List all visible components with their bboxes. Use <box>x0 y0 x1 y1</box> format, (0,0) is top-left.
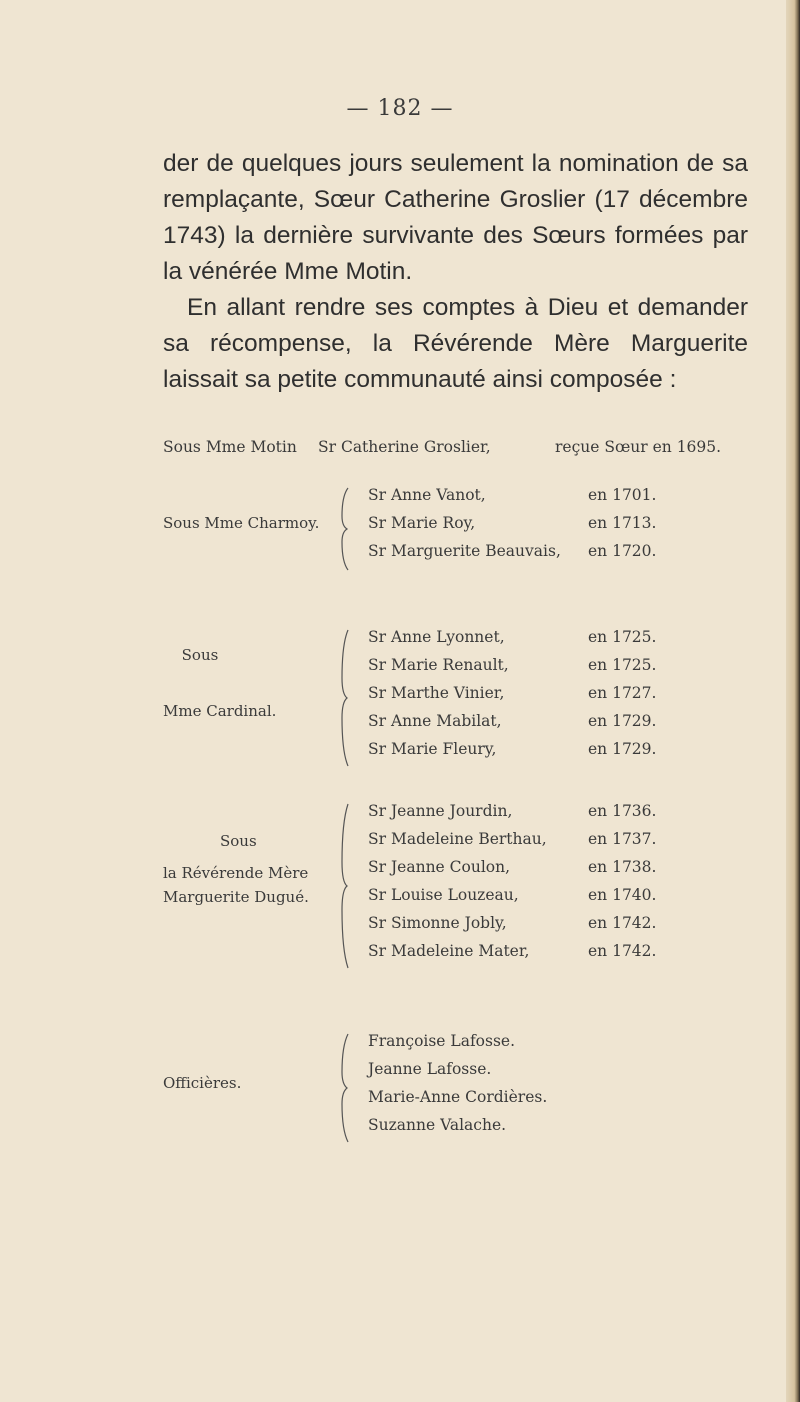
group-2-year-3: en 1740. <box>588 886 657 904</box>
group-3-name-3: Suzanne Valache. <box>368 1116 507 1134</box>
group-0-year-0: en 1701. <box>588 486 657 504</box>
group-2-year-0: en 1736. <box>588 802 657 820</box>
group-brace-charmoy <box>338 486 352 572</box>
group-1-name-3: Sr Anne Mabilat, <box>368 712 502 730</box>
group-2-name-3: Sr Louise Louzeau, <box>368 886 519 904</box>
group-2-name-1: Sr Madeleine Berthau, <box>368 830 547 848</box>
group-3-name-2: Marie-Anne Cordières. <box>368 1088 548 1106</box>
group-label-dugue-line2: la Révérende Mère <box>163 864 309 882</box>
group-brace-cardinal <box>338 628 352 768</box>
group-label-dugue-line3: Marguerite Dugué. <box>163 888 309 906</box>
group-0-name-1: Sr Marie Roy, <box>368 514 476 532</box>
group-1-name-1: Sr Marie Renault, <box>368 656 509 674</box>
group-label-dugue-line1: Sous <box>220 832 257 850</box>
group-1-year-3: en 1729. <box>588 712 657 730</box>
group-0-year-2: en 1720. <box>588 542 657 560</box>
first-row-name: Sr Catherine Groslier, <box>318 438 491 456</box>
group-2-name-2: Sr Jeanne Coulon, <box>368 858 511 876</box>
group-1-year-2: en 1727. <box>588 684 657 702</box>
group-1-name-4: Sr Marie Fleury, <box>368 740 497 758</box>
group-1-name-0: Sr Anne Lyonnet, <box>368 628 505 646</box>
first-row-text: reçue Sœur en 1695. <box>555 438 722 456</box>
page-number: — 182 — <box>346 96 454 121</box>
group-label-charmoy: Sous Mme Charmoy. <box>163 514 320 532</box>
group-2-name-0: Sr Jeanne Jourdin, <box>368 802 513 820</box>
group-1-year-4: en 1729. <box>588 740 657 758</box>
group-label-officieres: Officières. <box>163 1074 242 1092</box>
group-3-name-1: Jeanne Lafosse. <box>368 1060 492 1078</box>
paragraph-2-text: En allant rendre ses comptes à Dieu et demander sa récompense, la Révérende Mère Marguerite laissait sa petite communauté ainsi composée : <box>163 294 748 393</box>
first-row-label: Sous Mme Motin <box>163 438 297 456</box>
group-1-year-0: en 1725. <box>588 628 657 646</box>
page-edge-shadow <box>786 0 800 1402</box>
group-2-year-5: en 1742. <box>588 942 657 960</box>
group-1-year-1: en 1725. <box>588 656 657 674</box>
group-2-name-5: Sr Madeleine Mater, <box>368 942 530 960</box>
group-0-name-0: Sr Anne Vanot, <box>368 486 486 504</box>
group-label-cardinal-line1: Sous <box>181 646 219 664</box>
group-2-year-4: en 1742. <box>588 914 657 932</box>
group-3-name-0: Françoise Lafosse. <box>368 1032 516 1050</box>
group-2-year-1: en 1737. <box>588 830 657 848</box>
group-2-name-4: Sr Simonne Jobly, <box>368 914 507 932</box>
paragraph-1: der de quelques jours seulement la nomination de sa remplaçante, Sœur Catherine Groslier (17 décembre 1743) la dernière survivante des Sœurs formées par la vénérée Mme Motin. <box>163 150 748 285</box>
group-2-year-2: en 1738. <box>588 858 657 876</box>
group-0-year-1: en 1713. <box>588 514 657 532</box>
group-brace-officieres <box>338 1032 352 1144</box>
group-0-name-2: Sr Marguerite Beauvais, <box>368 542 561 560</box>
group-brace-dugue <box>338 802 352 970</box>
group-1-name-2: Sr Marthe Vinier, <box>368 684 505 702</box>
paragraph-2 <box>163 290 748 398</box>
group-label-cardinal-line2: Mme Cardinal. <box>163 702 277 720</box>
